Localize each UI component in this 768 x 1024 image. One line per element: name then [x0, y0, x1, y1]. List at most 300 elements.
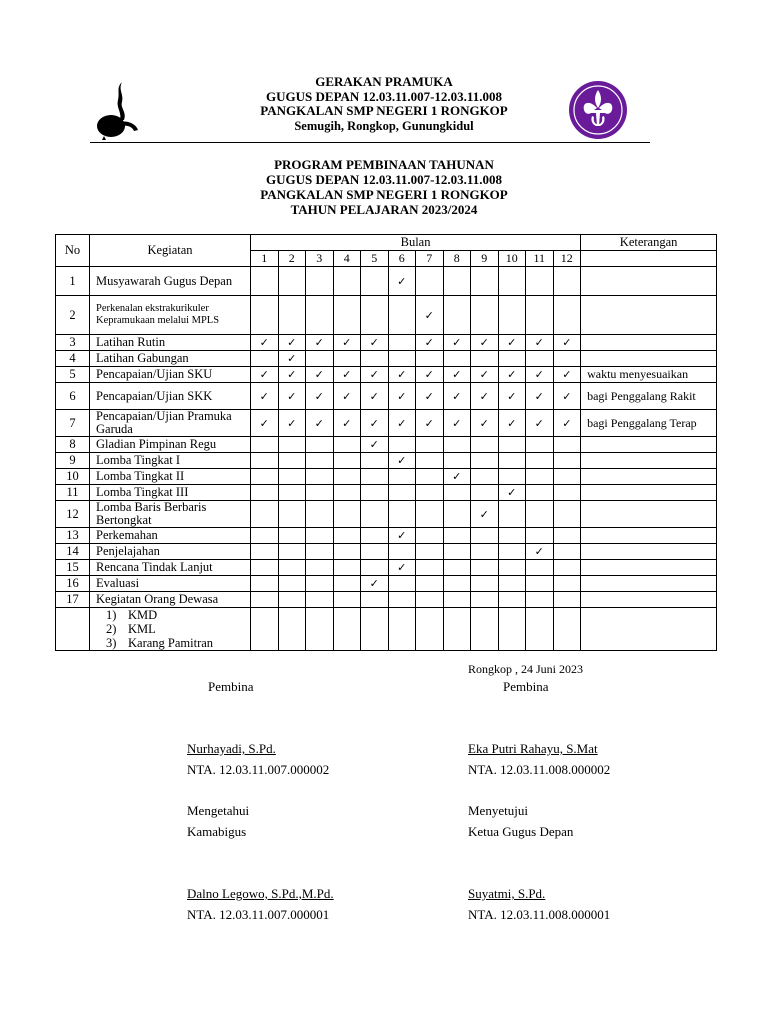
- check-icon: ✓: [287, 336, 297, 349]
- row-number: 17: [56, 592, 90, 608]
- check-icon: ✓: [259, 389, 269, 403]
- kamabigus-name: Dalno Legowo, S.Pd.,M.Pd.: [187, 886, 334, 901]
- month-cell: [306, 485, 334, 501]
- header-keterangan: Keterangan: [581, 235, 717, 251]
- month-cell: [333, 296, 361, 335]
- month-cell: [471, 560, 499, 576]
- month-cell: [251, 335, 279, 351]
- month-cell: [333, 437, 361, 453]
- month-cell: [498, 367, 526, 383]
- row-number: 3: [56, 335, 90, 351]
- month-cell: [443, 528, 471, 544]
- table-row: [56, 351, 717, 367]
- table-row: [56, 528, 717, 544]
- mengetahui-label: Mengetahui: [187, 803, 250, 818]
- month-cell: [498, 469, 526, 485]
- row-number: 5: [56, 367, 90, 383]
- month-cell: [553, 410, 581, 437]
- left-signer-nta: NTA. 12.03.11.007.000002: [187, 762, 330, 777]
- month-cell: [498, 592, 526, 608]
- month-cell: [306, 576, 334, 592]
- month-cell: [251, 608, 279, 651]
- row-number: 4: [56, 351, 90, 367]
- month-cell: [498, 544, 526, 560]
- check-icon: ✓: [369, 416, 379, 430]
- header-bulan: Bulan: [251, 235, 581, 251]
- month-cell: [526, 592, 554, 608]
- month-cell: [361, 453, 389, 469]
- month-cell: [333, 469, 361, 485]
- month-cell: [361, 410, 389, 437]
- check-icon: ✓: [259, 416, 269, 430]
- month-cell: [361, 528, 389, 544]
- activity-name: Lomba Tingkat I: [90, 453, 251, 469]
- check-icon: ✓: [562, 336, 572, 349]
- check-icon: ✓: [397, 368, 407, 381]
- month-cell: [306, 267, 334, 296]
- activity-name: Penjelajahan: [90, 544, 251, 560]
- month-cell: [498, 351, 526, 367]
- month-cell: [443, 485, 471, 501]
- check-icon: ✓: [397, 389, 407, 403]
- month-cell: [416, 592, 444, 608]
- check-icon: ✓: [397, 561, 407, 574]
- month-cell: [553, 576, 581, 592]
- table-row: [56, 383, 717, 410]
- month-cell: [526, 437, 554, 453]
- month-cell: [526, 544, 554, 560]
- month-cell: [416, 544, 444, 560]
- month-cell: [306, 351, 334, 367]
- check-icon: ✓: [342, 416, 352, 430]
- remarks-cell: [581, 437, 717, 453]
- activity-name: Latihan Gabungan: [90, 351, 251, 367]
- check-icon: ✓: [424, 368, 434, 381]
- month-cell: [388, 296, 416, 335]
- check-icon: ✓: [507, 336, 517, 349]
- title-line-1: PROGRAM PEMBINAAN TAHUNAN: [274, 157, 494, 172]
- month-cell: [388, 383, 416, 410]
- check-icon: ✓: [424, 336, 434, 349]
- month-cell: [471, 608, 499, 651]
- row-number: 8: [56, 437, 90, 453]
- month-cell: [333, 485, 361, 501]
- month-cell: [361, 560, 389, 576]
- month-header: 2: [278, 251, 306, 267]
- month-cell: [553, 485, 581, 501]
- check-icon: ✓: [369, 438, 379, 451]
- month-cell: [416, 437, 444, 453]
- keterangan-subheader: [581, 251, 717, 267]
- month-cell: [416, 351, 444, 367]
- month-cell: [443, 351, 471, 367]
- month-cell: [361, 501, 389, 528]
- month-cell: [333, 335, 361, 351]
- header-no: No: [56, 235, 90, 267]
- month-cell: [306, 560, 334, 576]
- month-cell: [251, 383, 279, 410]
- month-cell: [251, 469, 279, 485]
- month-cell: [333, 608, 361, 651]
- row-number: 14: [56, 544, 90, 560]
- month-cell: [416, 296, 444, 335]
- document-title: [0, 157, 768, 217]
- check-icon: ✓: [314, 368, 324, 381]
- remarks-cell: [581, 335, 717, 351]
- month-cell: [443, 410, 471, 437]
- table-row: [56, 335, 717, 351]
- check-icon: ✓: [452, 368, 462, 381]
- check-icon: ✓: [424, 389, 434, 403]
- activity-name: Lomba Baris Berbaris Bertongkat: [90, 501, 251, 528]
- month-cell: [416, 335, 444, 351]
- month-cell: [471, 544, 499, 560]
- table-row: [56, 544, 717, 560]
- remarks-cell: [581, 296, 717, 335]
- remarks-cell: bagi Penggalang Rakit: [581, 383, 717, 410]
- right-signer-nta: NTA. 12.03.11.008.000002: [468, 762, 611, 777]
- month-cell: [443, 576, 471, 592]
- sub-activity-item: [90, 608, 250, 622]
- month-cell: [388, 335, 416, 351]
- month-header: 11: [526, 251, 554, 267]
- check-icon: ✓: [369, 389, 379, 403]
- month-cell: [498, 453, 526, 469]
- activity-name: Rencana Tindak Lanjut: [90, 560, 251, 576]
- month-cell: [251, 576, 279, 592]
- month-cell: [306, 410, 334, 437]
- check-icon: ✓: [452, 416, 462, 430]
- check-icon: ✓: [369, 368, 379, 381]
- month-cell: [306, 437, 334, 453]
- title-line-3: PANGKALAN SMP NEGERI 1 RONGKOP: [260, 187, 508, 202]
- month-header: 10: [498, 251, 526, 267]
- ketua-gudep-title: Ketua Gugus Depan: [468, 824, 574, 839]
- address-line: Semugih, Rongkop, Gunungkidul: [294, 118, 474, 133]
- month-cell: [251, 410, 279, 437]
- month-cell: [361, 576, 389, 592]
- month-cell: [388, 544, 416, 560]
- month-cell: [471, 410, 499, 437]
- month-cell: [278, 501, 306, 528]
- check-icon: ✓: [479, 416, 489, 430]
- month-cell: [553, 267, 581, 296]
- check-icon: ✓: [562, 389, 572, 403]
- remarks-cell: [581, 528, 717, 544]
- month-cell: [251, 267, 279, 296]
- sub-activity-label: KML: [128, 622, 156, 636]
- activity-name: Perkenalan ekstrakurikuler Kepramukaan melalui MPLS: [90, 296, 251, 335]
- remarks-cell: [581, 560, 717, 576]
- month-cell: [471, 592, 499, 608]
- table-row: [56, 608, 717, 651]
- month-cell: [471, 485, 499, 501]
- check-icon: ✓: [479, 389, 489, 403]
- month-cell: [443, 367, 471, 383]
- month-cell: [333, 351, 361, 367]
- month-cell: [498, 608, 526, 651]
- activity-name: Perkemahan: [90, 528, 251, 544]
- table-row: [56, 296, 717, 335]
- month-cell: [553, 453, 581, 469]
- month-cell: [443, 453, 471, 469]
- month-cell: [553, 592, 581, 608]
- check-icon: ✓: [287, 368, 297, 381]
- activity-name: Pencapaian/Ujian SKK: [90, 383, 251, 410]
- check-icon: ✓: [452, 470, 462, 483]
- month-cell: [388, 267, 416, 296]
- place-date: Rongkop , 24 Juni 2023: [468, 662, 584, 676]
- month-cell: [361, 485, 389, 501]
- title-line-4: TAHUN PELAJARAN 2023/2024: [290, 202, 478, 217]
- month-cell: [416, 560, 444, 576]
- check-icon: ✓: [507, 416, 517, 430]
- month-cell: [278, 367, 306, 383]
- activity-name: Latihan Rutin: [90, 335, 251, 351]
- table-row: [56, 560, 717, 576]
- month-cell: [278, 528, 306, 544]
- month-cell: [526, 528, 554, 544]
- ketua-gudep-nta: NTA. 12.03.11.008.000001: [468, 907, 611, 922]
- month-cell: [526, 267, 554, 296]
- check-icon: ✓: [424, 416, 434, 430]
- month-cell: [306, 335, 334, 351]
- month-cell: [526, 335, 554, 351]
- row-number: [56, 608, 90, 651]
- table-row: [56, 453, 717, 469]
- month-cell: [361, 335, 389, 351]
- month-cell: [416, 410, 444, 437]
- right-signer-name: Eka Putri Rahayu, S.Mat: [468, 741, 598, 756]
- month-cell: [361, 544, 389, 560]
- check-icon: ✓: [369, 577, 379, 590]
- row-number: 1: [56, 267, 90, 296]
- activity-name: Pencapaian/Ujian Pramuka Garuda: [90, 410, 251, 437]
- month-cell: [416, 608, 444, 651]
- letterhead-divider: [90, 142, 650, 143]
- row-number: 9: [56, 453, 90, 469]
- month-cell: [388, 608, 416, 651]
- table-row: [56, 367, 717, 383]
- month-cell: [333, 576, 361, 592]
- month-cell: [333, 544, 361, 560]
- month-cell: [553, 469, 581, 485]
- month-cell: [471, 335, 499, 351]
- month-cell: [471, 267, 499, 296]
- row-number: 12: [56, 501, 90, 528]
- sub-activity-item: [90, 622, 250, 636]
- month-header: 3: [306, 251, 334, 267]
- month-cell: [553, 367, 581, 383]
- check-icon: ✓: [534, 389, 544, 403]
- month-cell: [416, 469, 444, 485]
- month-cell: [498, 437, 526, 453]
- month-cell: [388, 437, 416, 453]
- month-cell: [361, 383, 389, 410]
- month-cell: [306, 296, 334, 335]
- month-cell: [278, 410, 306, 437]
- month-cell: [471, 437, 499, 453]
- month-cell: [388, 528, 416, 544]
- check-icon: ✓: [342, 336, 352, 349]
- month-cell: [306, 469, 334, 485]
- month-cell: [251, 501, 279, 528]
- check-icon: ✓: [369, 336, 379, 349]
- month-cell: [361, 592, 389, 608]
- month-cell: [471, 469, 499, 485]
- month-cell: [553, 296, 581, 335]
- month-cell: [471, 453, 499, 469]
- check-icon: ✓: [507, 389, 517, 403]
- gugus-depan-line: GUGUS DEPAN 12.03.11.007-12.03.11.008: [266, 88, 502, 104]
- month-cell: [278, 544, 306, 560]
- month-cell: [498, 560, 526, 576]
- month-header: 1: [251, 251, 279, 267]
- month-cell: [278, 560, 306, 576]
- month-cell: [581, 608, 717, 651]
- row-number: 13: [56, 528, 90, 544]
- month-cell: [443, 296, 471, 335]
- remarks-cell: [581, 453, 717, 469]
- month-cell: [416, 453, 444, 469]
- month-cell: [526, 576, 554, 592]
- sub-activity-number: 1): [106, 608, 117, 622]
- month-cell: [333, 560, 361, 576]
- activity-name: Gladian Pimpinan Regu: [90, 437, 251, 453]
- month-header: 6: [388, 251, 416, 267]
- month-cell: [333, 592, 361, 608]
- check-icon: ✓: [259, 368, 269, 381]
- month-header: 8: [443, 251, 471, 267]
- check-icon: ✓: [562, 416, 572, 430]
- month-cell: [471, 383, 499, 410]
- check-icon: ✓: [452, 336, 462, 349]
- activity-name: Pencapaian/Ujian SKU: [90, 367, 251, 383]
- month-cell: [251, 367, 279, 383]
- check-icon: ✓: [479, 368, 489, 381]
- program-table: [55, 234, 717, 651]
- month-cell: [443, 335, 471, 351]
- month-cell: [251, 560, 279, 576]
- check-icon: ✓: [287, 352, 297, 365]
- letterhead: [0, 75, 768, 133]
- check-icon: ✓: [314, 389, 324, 403]
- month-cell: [526, 453, 554, 469]
- month-cell: [306, 367, 334, 383]
- table-row: [56, 469, 717, 485]
- month-cell: [388, 367, 416, 383]
- month-cell: [306, 608, 334, 651]
- month-cell: [443, 501, 471, 528]
- month-cell: [443, 383, 471, 410]
- left-signer-name: Nurhayadi, S.Pd.: [187, 741, 276, 756]
- month-cell: [388, 576, 416, 592]
- month-cell: [526, 383, 554, 410]
- month-cell: [388, 410, 416, 437]
- month-cell: [333, 528, 361, 544]
- check-icon: ✓: [259, 336, 269, 349]
- month-cell: [333, 367, 361, 383]
- check-icon: ✓: [397, 454, 407, 467]
- check-icon: ✓: [562, 368, 572, 381]
- month-cell: [278, 608, 306, 651]
- remarks-cell: [581, 592, 717, 608]
- check-icon: ✓: [534, 336, 544, 349]
- month-cell: [278, 335, 306, 351]
- check-icon: ✓: [314, 336, 324, 349]
- month-cell: [333, 501, 361, 528]
- month-cell: [416, 383, 444, 410]
- month-cell: [416, 267, 444, 296]
- table-row: [56, 501, 717, 528]
- check-icon: ✓: [534, 416, 544, 430]
- month-cell: [471, 351, 499, 367]
- month-cell: [471, 501, 499, 528]
- month-cell: [278, 576, 306, 592]
- month-cell: [471, 528, 499, 544]
- month-cell: [526, 501, 554, 528]
- month-cell: [306, 383, 334, 410]
- month-cell: [333, 410, 361, 437]
- remarks-cell: bagi Penggalang Terap: [581, 410, 717, 437]
- month-cell: [278, 469, 306, 485]
- left-role: Pembina: [208, 679, 254, 694]
- month-cell: [416, 367, 444, 383]
- check-icon: ✓: [342, 389, 352, 403]
- month-cell: [416, 501, 444, 528]
- right-role: Pembina: [503, 679, 549, 694]
- activity-name: Evaluasi: [90, 576, 251, 592]
- month-cell: [361, 437, 389, 453]
- month-cell: [278, 485, 306, 501]
- check-icon: ✓: [534, 545, 544, 558]
- month-cell: [553, 501, 581, 528]
- month-cell: [251, 544, 279, 560]
- month-cell: [443, 560, 471, 576]
- row-number: 7: [56, 410, 90, 437]
- check-icon: ✓: [342, 368, 352, 381]
- row-number: 15: [56, 560, 90, 576]
- month-cell: [251, 453, 279, 469]
- month-cell: [498, 335, 526, 351]
- remarks-cell: [581, 576, 717, 592]
- month-header: 7: [416, 251, 444, 267]
- month-cell: [498, 267, 526, 296]
- row-number: 11: [56, 485, 90, 501]
- month-cell: [278, 437, 306, 453]
- table-row: [56, 267, 717, 296]
- month-cell: [388, 560, 416, 576]
- month-cell: [471, 296, 499, 335]
- month-cell: [388, 453, 416, 469]
- month-cell: [498, 410, 526, 437]
- month-header: 5: [361, 251, 389, 267]
- month-cell: [526, 608, 554, 651]
- month-cell: [443, 544, 471, 560]
- check-icon: ✓: [397, 416, 407, 430]
- row-number: 6: [56, 383, 90, 410]
- month-cell: [388, 351, 416, 367]
- month-cell: [553, 560, 581, 576]
- table-row: [56, 592, 717, 608]
- check-icon: ✓: [397, 274, 407, 288]
- month-cell: [388, 485, 416, 501]
- table-row: [56, 410, 717, 437]
- month-cell: [416, 528, 444, 544]
- table-row: [56, 485, 717, 501]
- month-cell: [333, 453, 361, 469]
- month-cell: [306, 544, 334, 560]
